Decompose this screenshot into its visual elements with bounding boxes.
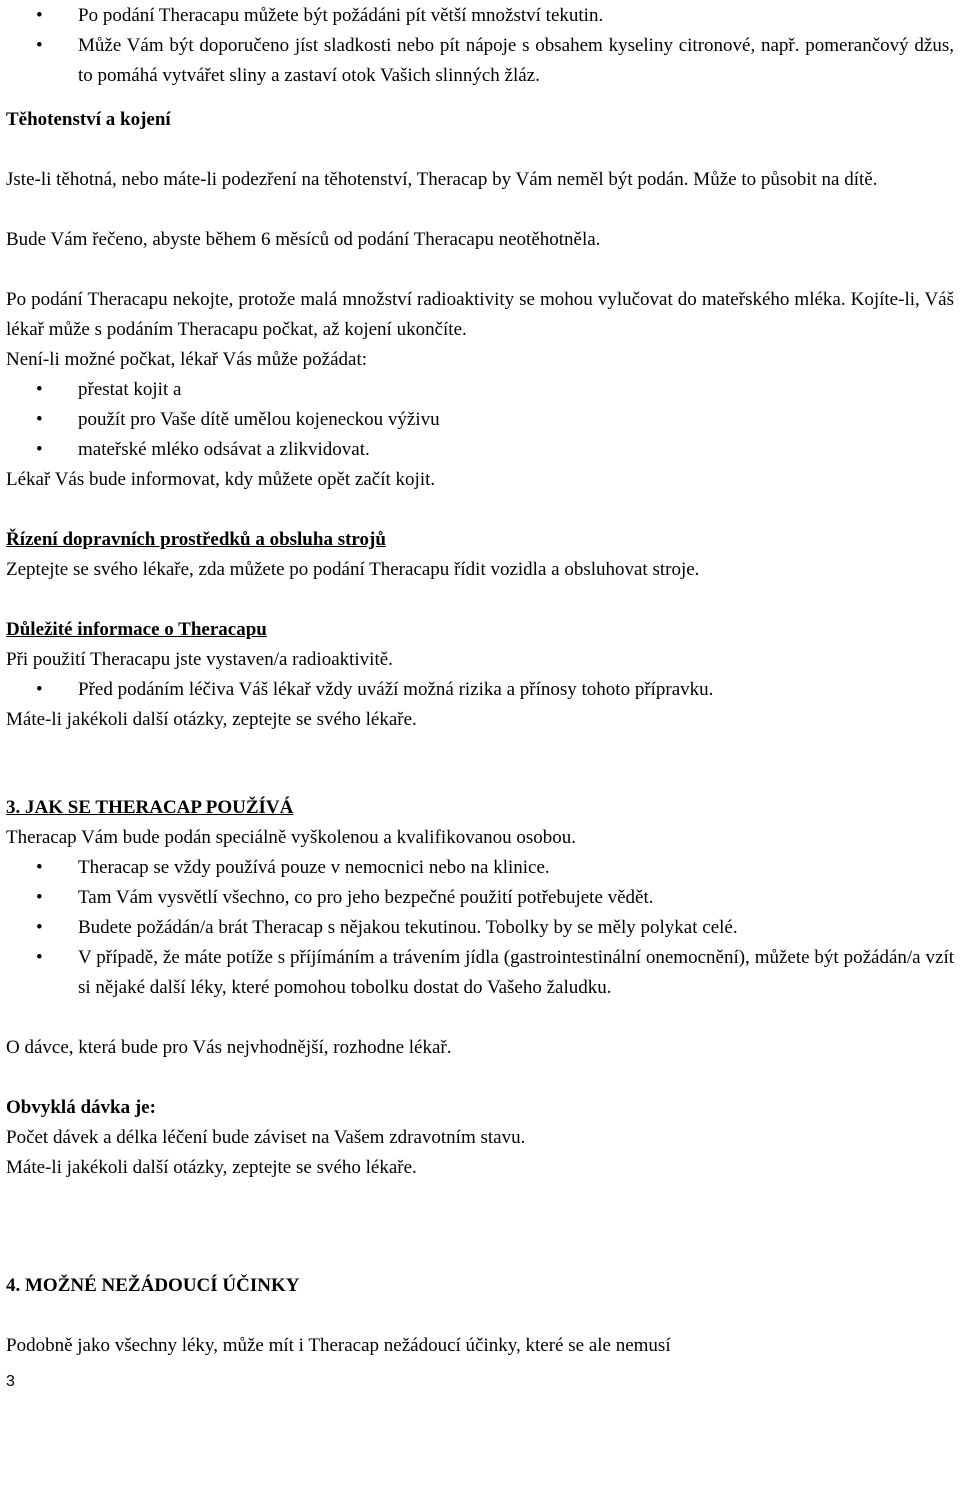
pregnancy-paragraph-2: Bude Vám řečeno, abyste během 6 měsíců od podání Theracapu neotěhotněla. — [6, 229, 601, 250]
bullet-icon: • — [36, 887, 43, 908]
pregnancy-heading: Těhotenství a kojení — [6, 109, 171, 130]
bullet-icon: • — [36, 5, 43, 26]
dose-text: O dávce, která bude pro Vás nejvhodnější, rozhodne lékař. — [6, 1037, 452, 1058]
list-item: • Budete požádán/a brát Theracap s nějakou tekutinou. Tobolky by se měly polykat celé. — [6, 913, 954, 943]
list-item: • Před podáním léčiva Váš lékař vždy uváží možná rizika a přínosy tohoto přípravku. — [6, 675, 954, 705]
bullet-icon: • — [36, 857, 43, 878]
section-3-bullet-list — [6, 853, 954, 1003]
usual-dose-text: Počet dávek a délka léčení bude záviset na Vašem zdravotním stavu. — [6, 1127, 526, 1148]
section-3-intro: Theracap Vám bude podán speciálně vyškolenou a kvalifikovanou osobou. — [6, 827, 577, 848]
pregnancy-bullet-list — [6, 375, 954, 465]
bullet-icon: • — [36, 439, 43, 460]
section-3-closing: Máte-li jakékoli další otázky, zeptejte se svého lékaře. — [6, 1157, 417, 1178]
bullet-icon: • — [36, 917, 43, 938]
driving-text: Zeptejte se svého lékaře, zda můžete po podání Theracapu řídit vozidla a obsluhovat stroje. — [6, 559, 700, 580]
pregnancy-paragraph-3: Po podání Theracapu nekojte, protože malá množství radioaktivity se mohou vylučovat do mateřského mléka. Kojíte-li, Váš lékař může s podáním Theracapu počkat, až kojení ukončíte. — [6, 289, 954, 340]
page-number: 3 — [6, 1373, 15, 1390]
bullet-icon: • — [36, 379, 43, 400]
bullet-icon: • — [36, 35, 43, 56]
usual-dose-heading: Obvyklá dávka je: — [6, 1097, 156, 1118]
bullet-icon: • — [36, 679, 43, 700]
list-item: • použít pro Vaše dítě umělou kojeneckou výživu — [6, 405, 954, 435]
driving-heading: Řízení dopravních prostředků a obsluha strojů — [6, 529, 386, 550]
list-item: • V případě, že máte potíže s příjímáním a trávením jídla (gastrointestinální onemocnění), můžete být požádán/a vzít si nějaké další léky, které pomohou tobolku dostat do Vašeho žaludku. — [6, 943, 954, 1003]
pregnancy-paragraph-1: Jste-li těhotná, nebo máte-li podezření na těhotenství, Theracap by Vám neměl být podán. Může to působit na dítě. — [6, 169, 878, 190]
important-closing: Máte-li jakékoli další otázky, zeptejte se svého lékaře. — [6, 709, 417, 730]
important-text: Při použití Theracapu jste vystaven/a radioaktivitě. — [6, 649, 393, 670]
list-item: • Může Vám být doporučeno jíst sladkosti nebo pít nápoje s obsahem kyseliny citronové, např. pomerančový džus, to pomáhá vytvářet sliny a zastaví otok Vašich slinných žláz. — [6, 31, 954, 91]
top-bullet-list — [6, 1, 954, 91]
list-item: • Po podání Theracapu můžete být požádáni pít větší množství tekutin. — [6, 1, 954, 31]
section-4-heading: 4. MOŽNÉ NEŽÁDOUCÍ ÚČINKY — [6, 1275, 300, 1296]
pregnancy-paragraph-4: Není-li možné počkat, lékař Vás může požádat: — [6, 349, 368, 370]
list-item: • mateřské mléko odsávat a zlikvidovat. — [6, 435, 954, 465]
important-bullet-list — [6, 675, 954, 705]
list-item: • Tam Vám vysvětlí všechno, co pro jeho bezpečné použití potřebujete vědět. — [6, 883, 954, 913]
important-heading: Důležité informace o Theracapu — [6, 619, 267, 640]
list-item: • Theracap se vždy používá pouze v nemocnici nebo na klinice. — [6, 853, 954, 883]
list-item: • přestat kojit a — [6, 375, 954, 405]
pregnancy-paragraph-5: Lékař Vás bude informovat, kdy můžete opět začít kojit. — [6, 469, 436, 490]
section-4-text: Podobně jako všechny léky, může mít i Theracap nežádoucí účinky, které se ale nemusí — [6, 1335, 671, 1356]
bullet-icon: • — [36, 409, 43, 430]
bullet-icon: • — [36, 947, 43, 968]
section-3-heading: 3. JAK SE THERACAP POUŽÍVÁ — [6, 797, 294, 818]
